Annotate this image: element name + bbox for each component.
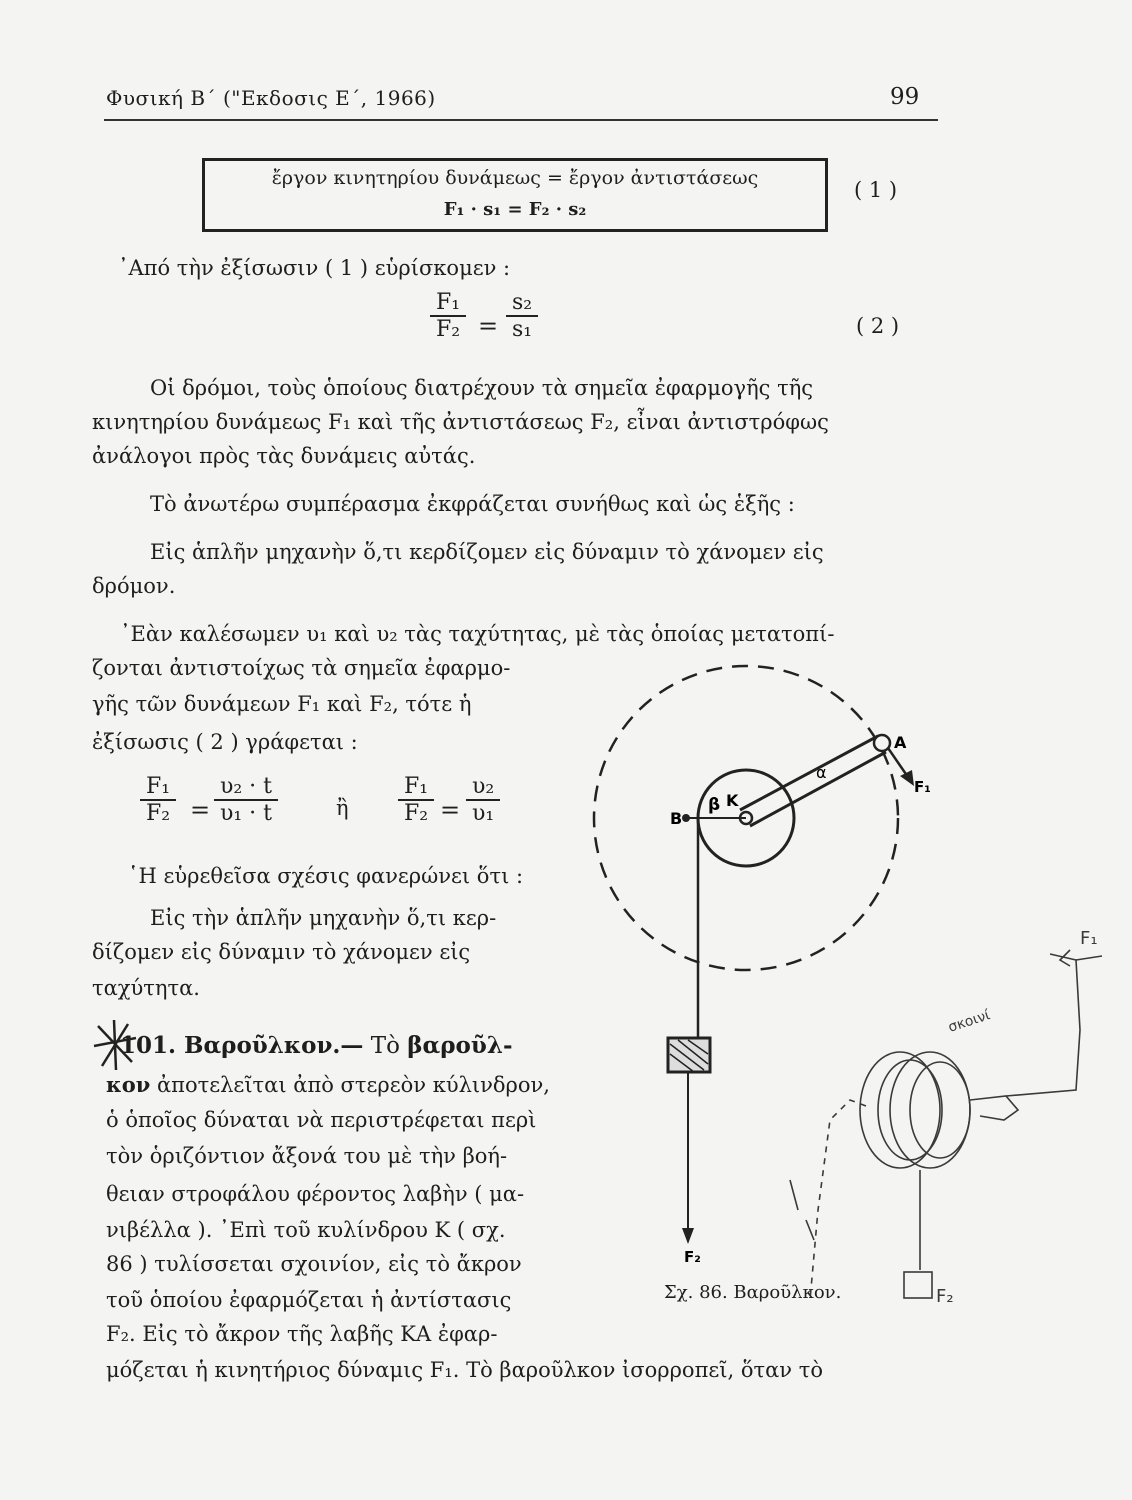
paragraph-velocities-line2: ζονται ἀντιστοίχως τὰ σημεῖα ἐφαρμο- xyxy=(92,656,511,680)
load-block xyxy=(668,1038,710,1072)
eq3-fraction-d xyxy=(466,774,500,826)
paragraph-speed-rule-line2: δίζομεν εἰς δύναμιν τὸ χάνομεν εἰς xyxy=(92,940,471,964)
eq2-num-right: s₂ xyxy=(512,290,533,315)
sketch-handle xyxy=(1006,954,1080,1096)
header-rule xyxy=(104,119,938,121)
eq2-equals: = xyxy=(478,312,499,340)
running-header: Φυσική Β΄ ("Εκδοσις Ε΄, 1966) xyxy=(106,86,436,110)
page-number: 99 xyxy=(890,84,920,110)
section-line9: F₂. Εἰς τὸ ἄκρον τῆς λαβῆς ΚΑ ἐφαρ- xyxy=(106,1322,498,1346)
eq3-d-den: υ₁ xyxy=(472,801,495,826)
paragraph-rule-line2: δρόμον. xyxy=(92,574,176,598)
eq3-equals-1: = xyxy=(190,796,211,824)
eq3-a-den: F₂ xyxy=(146,801,171,826)
section-heading-line xyxy=(120,1032,513,1059)
sketch-motion-strokes xyxy=(790,1180,814,1240)
label-beta: β xyxy=(708,795,721,815)
section-line4: τὸν ὁριζόντιον ἄξονά του μὲ τὴν βοή- xyxy=(106,1144,508,1168)
eq2-den-left: F₂ xyxy=(436,317,461,342)
section-line5: θειαν στροφάλου φέροντος λαβὴν ( μα- xyxy=(106,1182,525,1206)
paragraph-from-equation: ᾿Από τὴν ἐξίσωσιν ( 1 ) εὑρίσκομεν : xyxy=(118,256,511,280)
section-line7: 86 ) τυλίσσεται σχοινίον, εἰς τὸ ἄκρον xyxy=(106,1252,522,1276)
paragraph-conclusion: Τὸ ἀνωτέρω συμπέρασμα ἐκφράζεται συνήθως καὶ ὡς ἑξῆς : xyxy=(150,492,795,516)
paragraph-velocities-line4: ἐξίσωσις ( 2 ) γράφεται : xyxy=(92,730,358,754)
eq2-left-fraction xyxy=(430,290,466,342)
paragraph-relation: ῾Η εὑρεθεῖσα σχέσις φανερώνει ὅτι : xyxy=(128,864,524,888)
label-a: A xyxy=(894,733,907,752)
force-f2-arrowhead xyxy=(682,1228,694,1244)
force-f1-arrowhead xyxy=(900,770,914,786)
figure-caption: Σχ. 86. Βαροῦλκον. xyxy=(664,1282,842,1303)
paragraph-paths-line2: κινητηρίου δυνάμεως F₁ καὶ τῆς ἀντιστάσεως F₂, εἶναι ἀντιστρόφως xyxy=(92,410,829,434)
eq3-equals-2: = xyxy=(440,796,461,824)
section-term: βαροῦλ- xyxy=(407,1032,513,1059)
paragraph-speed-rule-line1: Εἰς τὴν ἁπλῆν μηχανὴν ὅ,τι κερ- xyxy=(150,906,497,930)
eq3-c-den: F₂ xyxy=(404,801,429,826)
eq3-a-num: F₁ xyxy=(146,774,171,799)
equation-tag-1: ( 1 ) xyxy=(854,178,898,202)
sketch-crank xyxy=(970,1096,1018,1120)
eq2-right-fraction xyxy=(506,290,538,342)
label-f1: F₁ xyxy=(914,778,931,796)
boxed-equation xyxy=(202,158,828,232)
equation-tag-2: ( 2 ) xyxy=(856,314,900,338)
eq3-b-den: υ₁ · t xyxy=(220,801,273,826)
sketch-label-rope: σκοινί xyxy=(946,1007,993,1036)
eq3-or: ἢ xyxy=(336,796,349,820)
handwritten-sketch xyxy=(770,920,1132,1310)
eq3-d-num: υ₂ xyxy=(472,774,495,799)
section-line3: ὁ ὁποῖος δύναται νὰ περιστρέφεται περὶ xyxy=(106,1108,537,1132)
paragraph-paths-line3: ἀνάλογοι πρὸς τὰς δυνάμεις αὐτάς. xyxy=(92,444,476,468)
section-line10: μόζεται ἡ κινητήριος δύναμις F₁. Τὸ βαροῦλκον ἰσορροπεῖ, ὅταν τὸ xyxy=(106,1358,823,1382)
point-b xyxy=(682,814,690,822)
label-k: K xyxy=(726,791,739,810)
sketch-drum-back xyxy=(890,1052,970,1168)
eq2-den-right: s₁ xyxy=(512,317,533,342)
section-line8: τοῦ ὁποίου ἐφαρμόζεται ἡ ἀντίστασις xyxy=(106,1288,512,1312)
handwritten-star-mark xyxy=(88,1016,144,1072)
eq3-fraction-c xyxy=(398,774,434,826)
sketch-rope-dashed xyxy=(810,1100,866,1300)
box-equation-words: ἔργον κινητηρίου δυνάμεως = ἔργον ἀντιστάσεως xyxy=(271,167,759,189)
paragraph-velocities-line1: ᾿Εὰν καλέσωμεν υ₁ καὶ υ₂ τὰς ταχύτητας, μὲ τὰς ὁποίας μετατοπί- xyxy=(120,622,835,646)
section-number: 101 xyxy=(120,1032,169,1059)
paragraph-speed-rule-line3: ταχύτητα. xyxy=(92,976,200,1000)
box-equation-symbols: F₁ · s₁ = F₂ · s₂ xyxy=(443,199,587,220)
sketch-load xyxy=(904,1272,932,1298)
eq3-b-num: υ₂ · t xyxy=(220,774,273,799)
section-term-end: κον xyxy=(106,1072,151,1097)
paragraph-paths-line1: Οἱ δρόμοι, τοὺς ὁποίους διατρέχουν τὰ σημεῖα ἐφαρμογῆς τῆς xyxy=(150,376,814,400)
label-f2: F₂ xyxy=(684,1248,701,1266)
paragraph-velocities-line3: γῆς τῶν δυνάμεων F₁ καὶ F₂, τότε ἡ xyxy=(92,692,472,716)
eq3-fraction-a xyxy=(140,774,176,826)
eq3-fraction-b xyxy=(214,774,278,826)
section-line6: νιβέλλα ). ᾿Επὶ τοῦ κυλίνδρου Κ ( σχ. xyxy=(106,1218,506,1242)
section-title: . Βαροῦλκον.— xyxy=(168,1032,364,1059)
sketch-label-f1: F₁ xyxy=(1080,928,1098,949)
section-intro: Τὸ xyxy=(363,1033,408,1059)
label-alpha: α xyxy=(816,763,827,782)
eq2-num-left: F₁ xyxy=(436,290,461,315)
eq3-c-num: F₁ xyxy=(404,774,429,799)
paragraph-rule-line1: Εἰς ἁπλῆν μηχανὴν ὅ,τι κερδίζομεν εἰς δύναμιν τὸ χάνομεν εἰς xyxy=(150,540,824,564)
section-line2-rest: ἀποτελεῖται ἀπὸ στερεὸν κύλινδρον, xyxy=(150,1073,550,1097)
label-b: B xyxy=(670,809,683,828)
sketch-label-f2: F₂ xyxy=(936,1286,954,1307)
section-line2 xyxy=(106,1072,550,1097)
